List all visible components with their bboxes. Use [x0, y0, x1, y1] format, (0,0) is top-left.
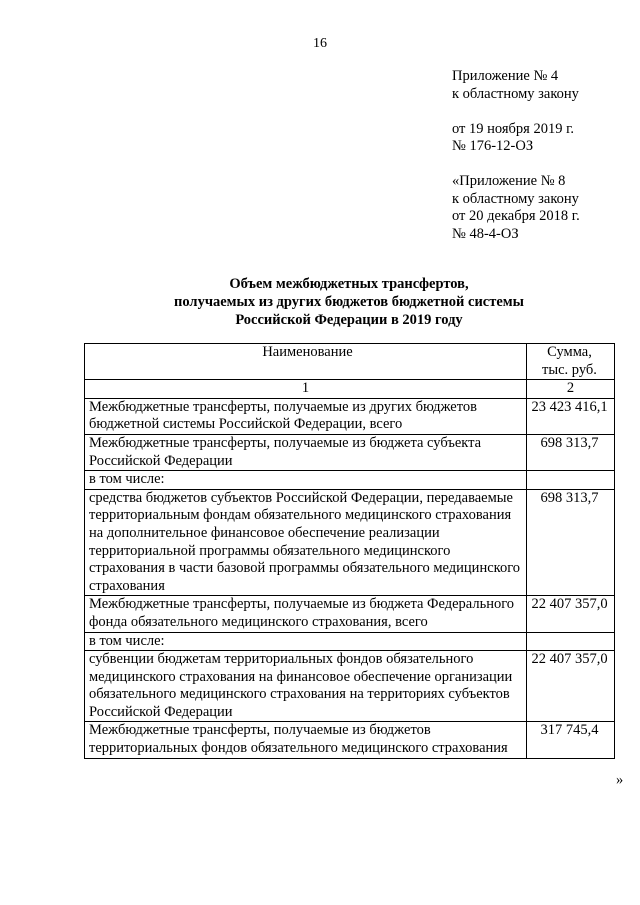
table-row — [85, 722, 615, 758]
row-sum-cell — [527, 471, 615, 490]
transfers-table — [84, 343, 615, 759]
appendix-current-line: № 176-12-ОЗ — [452, 138, 534, 154]
table-row — [85, 651, 615, 722]
row-name-cell: средства бюджетов субъектов Российской Федерации, передаваемые территориальным фондам обязательного медицинского страхования на дополнительное финансовое обеспечение реализации территориальной программы обязательного медицинского страхования в части базовой программы обязательного медицинского страхования — [85, 489, 527, 596]
row-sum-cell: 22 407 357,0 — [527, 596, 615, 632]
table-row — [85, 632, 615, 651]
header-sum-line: тыс. руб. — [542, 361, 597, 378]
table-header-row — [85, 344, 615, 380]
row-name-cell: в том числе: — [85, 632, 527, 651]
page-number: 16 — [313, 36, 327, 51]
table-row — [85, 489, 615, 596]
header-name-cell: Наименование — [85, 344, 527, 380]
row-sum-cell — [527, 632, 615, 651]
header-sum-cell — [527, 344, 615, 380]
appendix-current-line: Приложение № 4 — [452, 68, 559, 84]
column-number-cell: 1 — [85, 380, 527, 399]
title-line: Российской Федерации в 2019 году — [235, 312, 463, 328]
closing-quote: » — [616, 772, 624, 788]
table-row — [85, 434, 615, 470]
row-name-cell: субвенции бюджетам территориальных фондов обязательного медицинского страхования на финансовое обеспечение организации обязательного медицинского страхования на территориях субъектов Российской Федерации — [85, 651, 527, 722]
title-line: Объем межбюджетных трансфертов, — [229, 276, 469, 292]
appendix-original-line: к областному закону — [452, 190, 579, 207]
appendix-original-line: «Приложение № 8 — [452, 173, 566, 189]
appendix-original-block — [452, 173, 580, 243]
table-row — [85, 471, 615, 490]
row-name-cell: Межбюджетные трансферты, получаемые из других бюджетов бюджетной системы Российской Федерации, всего — [85, 398, 527, 434]
column-number-cell: 2 — [527, 380, 615, 399]
title-line: получаемых из других бюджетов бюджетной системы — [174, 294, 524, 310]
row-sum-cell: 698 313,7 — [527, 434, 615, 470]
row-sum-cell: 22 407 357,0 — [527, 651, 615, 722]
table-row — [85, 596, 615, 632]
appendix-current-block — [452, 68, 579, 156]
document-title — [84, 275, 614, 329]
row-sum-cell: 317 745,4 — [527, 722, 615, 758]
appendix-current-line: к областному закону — [452, 85, 579, 102]
row-name-cell: Межбюджетные трансферты, получаемые из бюджетов территориальных фондов обязательного медицинского страхования — [85, 722, 527, 758]
appendix-original-line: от 20 декабря 2018 г. — [452, 208, 580, 224]
appendix-original-line: № 48-4-ОЗ — [452, 225, 519, 242]
row-name-cell: Межбюджетные трансферты, получаемые из бюджета Федерального фонда обязательного медицинского страхования, всего — [85, 596, 527, 632]
row-name-cell: Межбюджетные трансферты, получаемые из бюджета субъекта Российской Федерации — [85, 434, 527, 470]
row-name-cell: в том числе: — [85, 471, 527, 490]
row-sum-cell: 698 313,7 — [527, 489, 615, 596]
appendix-current-line: от 19 ноября 2019 г. — [452, 120, 575, 137]
row-sum-cell: 23 423 416,1 — [527, 398, 615, 434]
header-sum-line: Сумма, — [547, 344, 592, 360]
table-row — [85, 398, 615, 434]
column-number-row — [85, 380, 615, 399]
